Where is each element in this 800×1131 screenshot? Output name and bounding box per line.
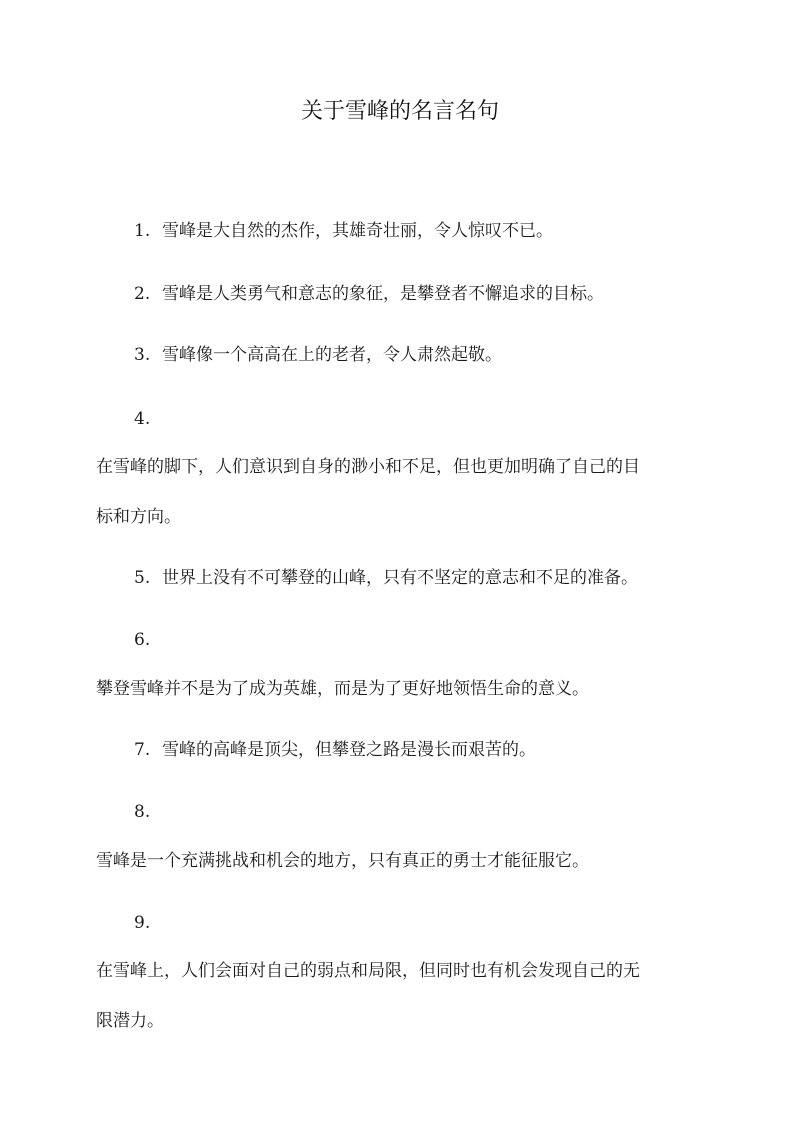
quote-item-4-line-1: 在雪峰的脚下，人们意识到自身的渺小和不足，但也更加明确了自己的目 xyxy=(96,457,640,477)
item-number: 4. xyxy=(134,409,151,429)
quote-item-8-line-1: 雪峰是一个充满挑战和机会的地方，只有真正的勇士才能征服它。 xyxy=(96,851,589,871)
item-text: 雪峰像一个高高在上的老者，令人肃然起敬。 xyxy=(162,345,502,365)
quote-item-6-line-1: 攀登雪峰并不是为了成为英雄，而是为了更好地领悟生命的意义。 xyxy=(96,679,589,699)
quote-item-8-number xyxy=(134,799,162,825)
quote-item-2 xyxy=(134,281,604,307)
quote-item-6-number xyxy=(134,627,162,653)
item-number: 7. xyxy=(134,740,151,760)
item-number: 5. xyxy=(134,568,151,588)
quote-item-9-line-2: 限潜力。 xyxy=(96,1011,164,1031)
item-text: 世界上没有不可攀登的山峰，只有不坚定的意志和不足的准备。 xyxy=(162,568,638,588)
document-title: 关于雪峰的名言名句 xyxy=(300,99,499,124)
item-number: 9. xyxy=(134,913,151,933)
item-text: 雪峰的高峰是顶尖，但攀登之路是漫长而艰苦的。 xyxy=(162,740,536,760)
quote-item-7 xyxy=(134,737,536,763)
item-number: 6. xyxy=(134,630,151,650)
item-number: 3. xyxy=(134,345,151,365)
item-number: 2. xyxy=(134,284,151,304)
item-text: 雪峰是人类勇气和意志的象征，是攀登者不懈追求的目标。 xyxy=(162,284,604,304)
quote-item-9-line-1: 在雪峰上，人们会面对自己的弱点和局限，但同时也有机会发现自己的无 xyxy=(96,961,640,981)
item-text: 雪峰是大自然的杰作，其雄奇壮丽，令人惊叹不已。 xyxy=(162,221,553,241)
quote-item-3 xyxy=(134,342,502,368)
item-number: 1. xyxy=(134,221,151,241)
quote-item-5 xyxy=(134,565,638,591)
quote-item-1 xyxy=(134,218,553,244)
quote-item-4-number xyxy=(134,406,162,432)
item-number: 8. xyxy=(134,802,151,822)
quote-item-4-line-2: 标和方向。 xyxy=(96,507,181,527)
quote-item-9-number xyxy=(134,910,162,936)
